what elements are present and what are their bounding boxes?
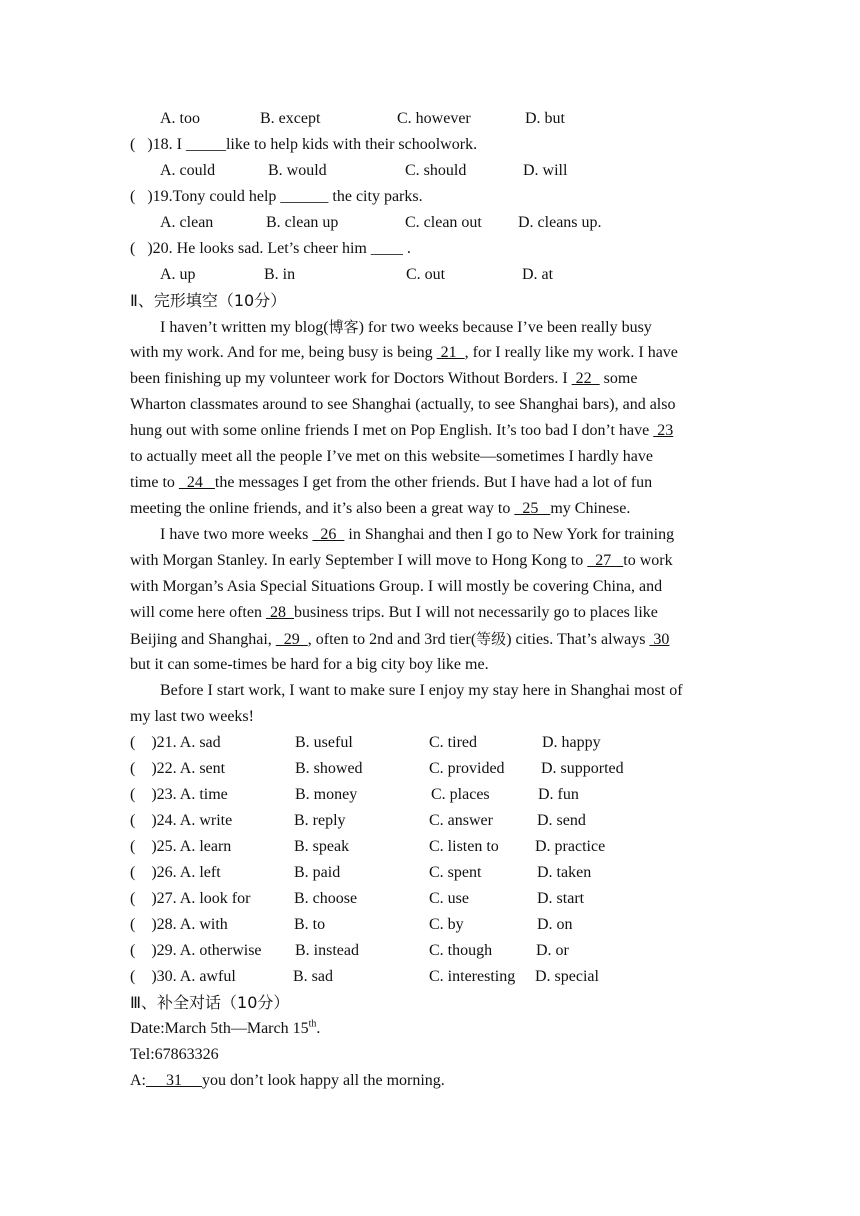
option-c: C. tired [429, 734, 477, 751]
blank-27: 27 [587, 552, 624, 569]
passage-line-2 [130, 340, 678, 366]
passage-text: my Chinese. [550, 500, 631, 517]
passage-line-10 [130, 548, 673, 574]
blank-28: 28 [265, 604, 294, 621]
tel-line: Tel:67863326 [130, 1046, 219, 1063]
option-d: D. on [537, 916, 573, 933]
passage-line-16: my last two weeks! [130, 708, 254, 725]
question-number-and-a: ( )25. A. learn [130, 838, 232, 855]
option-d: D. supported [541, 760, 624, 777]
option-d: D. or [536, 942, 569, 959]
passage-text: I have two more weeks [160, 526, 313, 543]
question-21 [130, 730, 750, 756]
passage-text: will come here often [130, 604, 266, 621]
question-23 [130, 782, 750, 808]
passage-line-5 [130, 418, 673, 444]
option-c: C. though [429, 942, 493, 959]
option-b: B. reply [294, 812, 346, 829]
question-number-and-a: ( )28. A. with [130, 916, 228, 933]
q20-option-c: C. out [406, 266, 446, 283]
option-d: D. start [537, 890, 585, 907]
q18-option-b: B. would [268, 162, 327, 179]
passage-cjk: 博客 [328, 318, 359, 336]
passage-text: to work [623, 552, 673, 569]
passage-text: Beijing and Shanghai, [130, 631, 276, 648]
option-b: B. showed [295, 760, 363, 777]
question-number-and-a: ( )26. A. left [130, 864, 221, 881]
q20-option-b: B. in [264, 266, 296, 283]
q19-option-a: A. clean [160, 214, 214, 231]
passage-text: , often to 2nd and 3rd tier( [307, 631, 477, 648]
blank-22: 22 [571, 370, 600, 387]
dialog-text: you don’t look happy all the morning. [202, 1072, 445, 1089]
speaker-label: A: [130, 1072, 146, 1089]
question-22 [130, 756, 750, 782]
date-period: . [316, 1020, 321, 1037]
option-b: B. instead [295, 942, 359, 959]
q18-options [130, 158, 750, 184]
blank-23: 23 [653, 422, 674, 439]
section-2-title: Ⅱ、完形填空（10分） [130, 291, 287, 310]
passage-text: time to [130, 474, 179, 491]
option-c: C. interesting [429, 968, 516, 985]
passage-cjk: 等级 [476, 630, 507, 648]
q18-option-c: C. should [405, 162, 467, 179]
passage-line-14: but it can some-times be hard for a big city boy like me. [130, 656, 489, 673]
option-c: C. places [431, 786, 490, 803]
option-b: B. useful [295, 734, 353, 751]
q20-options [130, 262, 750, 288]
q17-options [130, 106, 750, 132]
q17-option-a: A. too [160, 110, 200, 127]
q20-option-d: D. at [522, 266, 554, 283]
blank-31: 31 [146, 1072, 202, 1089]
question-number-and-a: ( )29. A. otherwise [130, 942, 262, 959]
blank-25: 25 [514, 500, 551, 517]
option-c: C. listen to [429, 838, 499, 855]
passage-line-6: to actually meet all the people I’ve met on this website—sometimes I hardly have [130, 448, 653, 465]
q17-option-c: C. however [397, 110, 471, 127]
question-25 [130, 834, 750, 860]
option-b: B. money [295, 786, 358, 803]
q18-stem: ( )18. I _____like to help kids with their schoolwork. [130, 136, 478, 153]
q17-option-b: B. except [260, 110, 321, 127]
dialog-line-a [130, 1068, 445, 1094]
question-number-and-a: ( )21. A. sad [130, 734, 221, 751]
q18-option-a: A. could [160, 162, 216, 179]
passage-text: , for I really like my work. I have [464, 344, 678, 361]
passage-text: the messages I get from the other friends. But I have had a lot of fun [214, 474, 653, 491]
q19-option-b: B. clean up [266, 214, 339, 231]
question-number-and-a: ( )23. A. time [130, 786, 228, 803]
q19-option-d: D. cleans up. [518, 214, 602, 231]
question-number-and-a: ( )27. A. look for [130, 890, 251, 907]
passage-text: meeting the online friends, and it’s also been a great way to [130, 500, 515, 517]
passage-line-8 [130, 496, 630, 522]
option-c: C. provided [429, 760, 505, 777]
date-text: Date:March 5th—March 15 [130, 1020, 309, 1037]
option-b: B. sad [293, 968, 333, 985]
question-27 [130, 886, 750, 912]
passage-line-11: with Morgan’s Asia Special Situations Group. I will mostly be covering China, and [130, 578, 663, 595]
passage-text: ) for two weeks because I’ve been really busy [358, 319, 652, 336]
option-d: D. taken [537, 864, 592, 881]
passage-text: some [599, 370, 638, 387]
passage-line-1 [160, 314, 652, 340]
passage-line-15: Before I start work, I want to make sure I enjoy my stay here in Shanghai most of [160, 682, 683, 699]
question-24 [130, 808, 750, 834]
passage-text: in Shanghai and then I go to New York for training [344, 526, 675, 543]
passage-line-13 [130, 626, 669, 652]
question-26 [130, 860, 750, 886]
passage-text: been finishing up my volunteer work for Doctors Without Borders. I [130, 370, 572, 387]
option-c: C. by [429, 916, 464, 933]
option-d: D. happy [542, 734, 601, 751]
question-29 [130, 938, 750, 964]
q17-option-d: D. but [525, 110, 565, 127]
option-d: D. special [535, 968, 599, 985]
q19-options [130, 210, 750, 236]
blank-29: 29 [275, 631, 308, 648]
passage-line-7 [130, 470, 652, 496]
passage-text: with my work. And for me, being busy is being [130, 344, 437, 361]
blank-24: 24 [178, 474, 215, 491]
option-d: D. send [537, 812, 586, 829]
option-c: C. use [429, 890, 469, 907]
option-c: C. spent [429, 864, 482, 881]
passage-text: business trips. But I will not necessarily go to places like [293, 604, 658, 621]
passage-text: ) cities. That’s always [506, 631, 650, 648]
q19-option-c: C. clean out [405, 214, 482, 231]
q19-stem: ( )19.Tony could help ______ the city parks. [130, 188, 423, 205]
passage-text: with Morgan Stanley. In early September I will move to Hong Kong to [130, 552, 588, 569]
passage-line-4: Wharton classmates around to see Shanghai (actually, to see Shanghai bars), and also [130, 396, 676, 413]
question-number-and-a: ( )24. A. write [130, 812, 233, 829]
passage-line-9 [160, 522, 674, 548]
option-b: B. paid [294, 864, 341, 881]
q18-option-d: D. will [523, 162, 568, 179]
option-b: B. to [294, 916, 326, 933]
option-d: D. practice [535, 838, 606, 855]
question-30 [130, 964, 750, 990]
option-c: C. answer [429, 812, 493, 829]
passage-line-12 [130, 600, 658, 626]
blank-21: 21 [436, 344, 465, 361]
question-number-and-a: ( )22. A. sent [130, 760, 226, 777]
blank-26: 26 [312, 526, 345, 543]
date-superscript: th [308, 1018, 317, 1030]
option-b: B. choose [294, 890, 358, 907]
section-3-title: Ⅲ、补全对话（10分） [130, 993, 290, 1012]
option-d: D. fun [538, 786, 579, 803]
date-line [130, 1016, 320, 1042]
q20-stem: ( )20. He looks sad. Let’s cheer him ____ . [130, 240, 411, 257]
question-28 [130, 912, 750, 938]
q20-option-a: A. up [160, 266, 196, 283]
passage-text: hung out with some online friends I met on Pop English. It’s too bad I don’t have [130, 422, 654, 439]
blank-30: 30 [649, 631, 670, 648]
passage-line-3 [130, 366, 637, 392]
question-number-and-a: ( )30. A. awful [130, 968, 236, 985]
passage-text: I haven’t written my blog( [160, 319, 329, 336]
option-b: B. speak [294, 838, 350, 855]
